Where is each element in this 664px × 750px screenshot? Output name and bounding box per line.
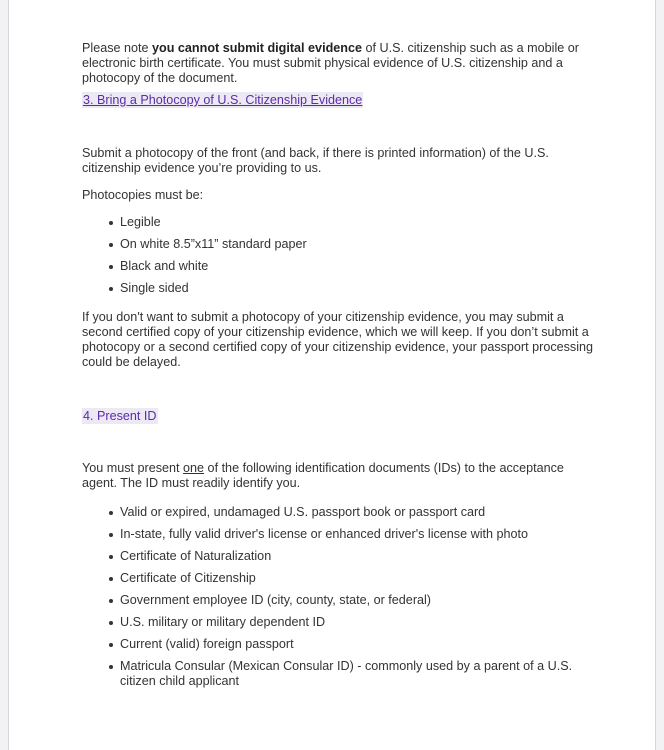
list-item: Valid or expired, undamaged U.S. passport book or passport card (82, 505, 594, 520)
note-text-pre: Please note (82, 41, 153, 55)
list-item: Matricula Consular (Mexican Consular ID) - commonly used by a parent of a U.S. citizen child applicant (82, 659, 594, 689)
list-item: Certificate of Citizenship (82, 571, 594, 586)
intro-text-pre: You must present (82, 461, 184, 475)
document-content (82, 41, 594, 689)
list-item: Government employee ID (city, county, state, or federal) (82, 593, 594, 608)
list-item: Black and white (82, 259, 594, 274)
section3-alternative: If you don't want to submit a photocopy of your citizenship evidence, you may submit a second certified copy of your citizenship evidence, which we will keep. If you don’t submit a photocopy or a second certified copy of your citizenship evidence, your passport processing could be delayed. (82, 310, 594, 369)
note-text-post: of U.S. citizenship such as a mobile or electronic birth certificate. You must submit physical evidence of U.S. citizenship and a photocopy of the document. (82, 41, 579, 85)
document-page (8, 0, 656, 750)
intro-text-underlined: one (183, 461, 205, 475)
photocopy-requirements-list (82, 215, 594, 296)
list-item: Certificate of Naturalization (82, 549, 594, 564)
list-item: Current (valid) foreign passport (82, 637, 594, 652)
intro-text-post: of the following identification documents (IDs) to the acceptance agent. The ID must readily identify you. (82, 461, 564, 490)
id-documents-list (82, 505, 594, 689)
list-item: In-state, fully valid driver's license or enhanced driver's license with photo (82, 527, 594, 542)
section3-heading-link[interactable]: 3. Bring a Photocopy of U.S. Citizenship Evidence (83, 93, 363, 107)
list-item: U.S. military or military dependent ID (82, 615, 594, 630)
section3-intro: Submit a photocopy of the front (and back, if there is printed information) of the U.S. citizenship evidence you’re providing to us. (82, 146, 549, 175)
digital-evidence-note (82, 41, 594, 86)
section4-heading: 4. Present ID (83, 409, 157, 423)
list-item: Legible (82, 215, 594, 230)
section3-must-be: Photocopies must be: (82, 188, 204, 202)
note-text-bold: you cannot submit digital evidence (152, 41, 362, 55)
section4-intro (82, 461, 594, 491)
list-item: Single sided (82, 281, 594, 296)
list-item: On white 8.5”x11” standard paper (82, 237, 594, 252)
